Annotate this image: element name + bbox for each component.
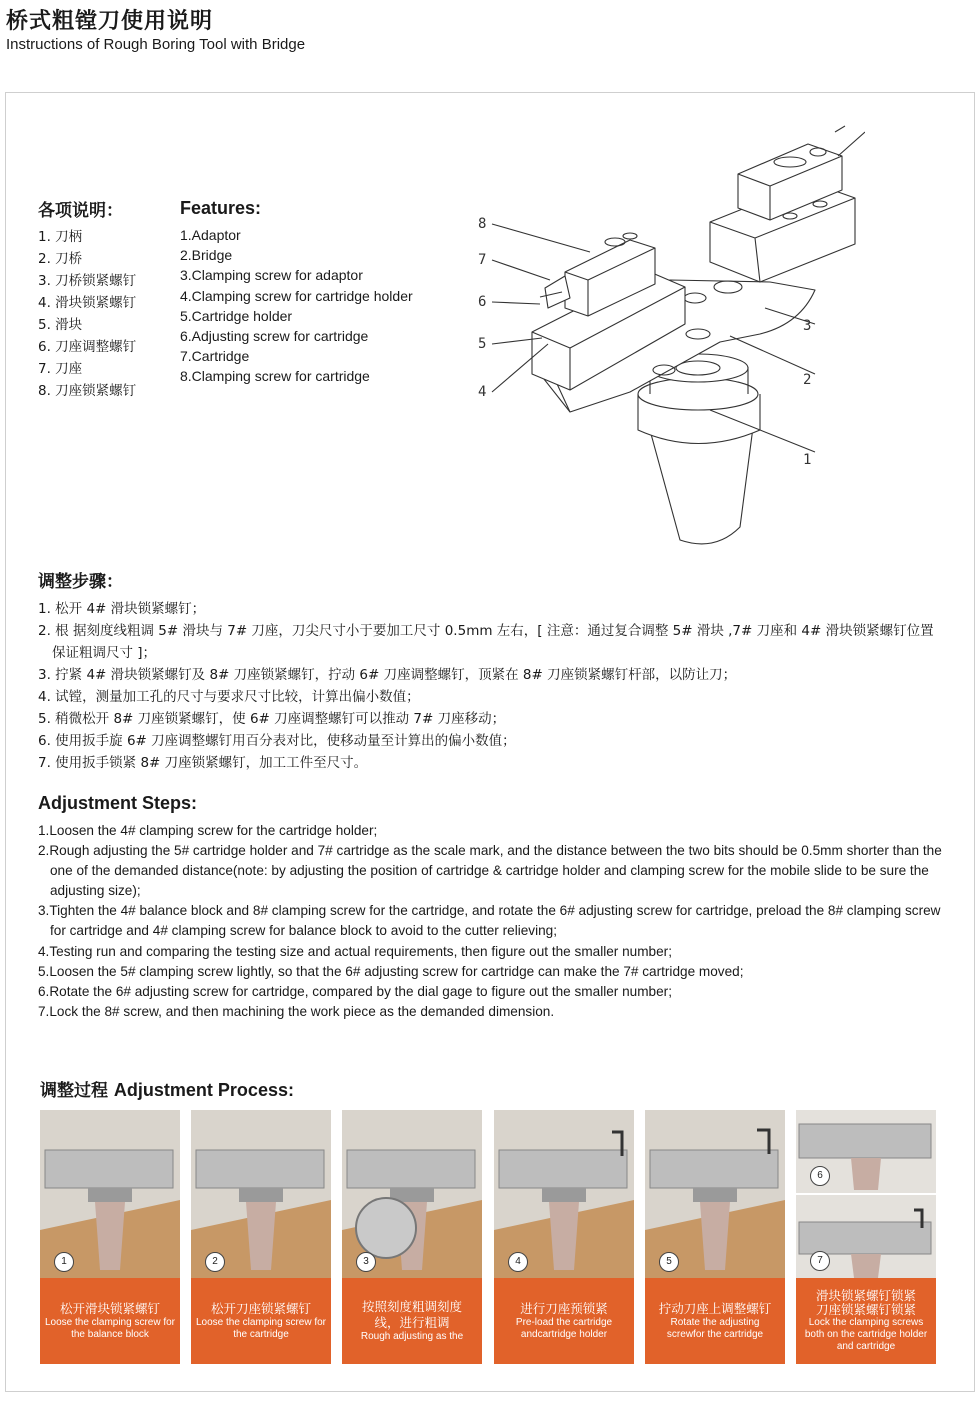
process-card-2 [191, 1110, 331, 1364]
list-item: 7.Lock the 8# screw, and then machining the work piece as the demanded dimension. [38, 1003, 555, 1019]
steps-list-cn [38, 598, 943, 774]
list-item: 4.Clamping screw for cartridge holder [180, 287, 413, 304]
list-item: 3. 刀桥锁紧螺钉 [38, 273, 137, 289]
callout-4: 4 [478, 384, 487, 400]
parts-heading-cn: 各项说明： [38, 201, 123, 221]
list-item: 3. 拧紧 4# 滑块锁紧螺钉及 8# 刀座锁紧螺钉，拧动 6# 刀座调整螺钉，顶紧在 8# 刀座锁紧螺钉杆部，以防让刀； [38, 667, 737, 683]
process-caption: 松开滑块锁紧螺钉 Loose the clamping screw for the balance block [40, 1278, 180, 1364]
list-item: 2.Rough adjusting the 5# cartridge holder and 7# cartridge as the scale mark, and the distance between the two bits should be 0.5mm shorter than the one of the demanded distance(note: by adjusting the position of cartridge & cartridge holder and clamping screw for the mobile slide to be sure the adjusting size); [38, 843, 942, 899]
list-item: 6. 刀座调整螺钉 [38, 339, 137, 355]
process-caption: 进行刀座预锁紧 Pre-load the cartridge andcartridge holder [494, 1278, 634, 1364]
list-item: 5.Cartridge holder [180, 307, 293, 324]
list-item: 6.Adjusting screw for cartridge [180, 328, 369, 345]
step-number-badge: 5 [659, 1252, 679, 1272]
list-item: 4. 滑块锁紧螺钉 [38, 295, 137, 311]
list-item: 1. 松开 4# 滑块锁紧螺钉； [38, 601, 206, 617]
process-caption: 按照刻度粗调刻度线，进行粗调 Rough adjusting as the [342, 1278, 482, 1364]
callout-2: 2 [803, 372, 812, 388]
list-item: 2. 刀桥 [38, 251, 83, 267]
process-card-3 [342, 1110, 482, 1364]
step-number-badge: 3 [356, 1252, 376, 1272]
process-heading-cn: 调整过程 [40, 1081, 108, 1101]
process-heading [40, 1076, 294, 1101]
list-item: 6. 使用扳手旋 6# 刀座调整螺钉用百分表对比，使移动量至计算出的偏小数值； [38, 733, 516, 749]
callout-8: 8 [478, 216, 487, 232]
callout-1: 1 [803, 452, 812, 468]
list-item: 5. 稍微松开 8# 刀座锁紧螺钉，使 6# 刀座调整螺钉可以推动 7# 刀座移动； [38, 711, 506, 727]
page-title-cn: 桥式粗镗刀使用说明 [6, 9, 214, 34]
steps-heading-cn: 调整步骤： [38, 572, 123, 592]
list-item: 1. 刀柄 [38, 229, 83, 245]
list-item: 8.Clamping screw for cartridge [180, 368, 370, 385]
callout-5: 5 [478, 336, 487, 352]
list-item: 4.Testing run and comparing the testing size and actual requirements, then figure out the smaller number; [38, 943, 672, 959]
process-card-4 [494, 1110, 634, 1364]
process-caption: 拧动刀座上调整螺钉 Rotate the adjusting screwfor the cartridge [645, 1278, 785, 1364]
steps-heading-en: Adjustment Steps: [38, 793, 198, 813]
parts-list-cn [38, 226, 136, 402]
step-number-badge: 2 [205, 1252, 225, 1272]
process-caption: 松开刀座锁紧螺钉 Loose the clamping screw for the cartridge [191, 1278, 331, 1364]
process-heading-en: Adjustment Process: [113, 1080, 294, 1100]
process-caption: 滑块锁紧螺钉锁紧刀座锁紧螺钉锁紧 Lock the clamping screws both on the cartridge holder and cartridge [796, 1278, 936, 1364]
list-item: 7. 刀座 [38, 361, 83, 377]
list-item: 1.Loosen the 4# clamping screw for the cartridge holder; [38, 823, 378, 838]
process-card-6 [796, 1110, 936, 1364]
list-item: 2.Bridge [180, 247, 233, 264]
list-item: 5. 滑块 [38, 317, 83, 333]
list-item: 5.Loosen the 5# clamping screw lightly, so that the 6# adjusting screw for cartridge can make the 7# cartridge moved; [38, 963, 744, 979]
list-item: 8. 刀座锁紧螺钉 [38, 383, 137, 399]
list-item: 4. 试镗，测量加工孔的尺寸与要求尺寸比较，计算出偏小数值； [38, 689, 420, 705]
callout-3: 3 [803, 318, 812, 334]
callout-7: 7 [478, 252, 487, 268]
list-item: 6.Rotate the 6# adjusting screw for cartridge, compared by the dial gage to figure out the smaller number; [38, 983, 672, 999]
step-number-badge: 1 [54, 1252, 74, 1272]
step-number-badge: 6 [810, 1166, 830, 1186]
list-item: 2. 根 据刻度线粗调 5# 滑块与 7# 刀座，刀尖尺寸小于要加工尺寸 0.5mm 左右，[ 注意：通过复合调整 5# 滑块 ,7# 刀座和 4# 滑块锁紧螺钉位置保证粗调尺寸 ]； [38, 623, 934, 661]
parts-heading-en: Features: [180, 198, 262, 218]
step-number-badge: 7 [810, 1251, 830, 1271]
list-item: 3.Clamping screw for adaptor [180, 267, 363, 284]
callout-6: 6 [478, 294, 487, 310]
list-item: 3.Tighten the 4# balance block and 8# clamping screw for the cartridge, and rotate the 6# adjusting screw for cartridge, preload the 8# clamping screw for cartridge and 4# clamping screw for balance block to avoid to the cutter relieving; [38, 903, 941, 939]
boring-tool-diagram [470, 112, 865, 557]
steps-list-en [38, 821, 943, 1022]
list-item: 7. 使用扳手锁紧 8# 刀座锁紧螺钉，加工工件至尺寸。 [38, 755, 368, 771]
parts-list-en [180, 225, 413, 387]
list-item: 1.Adaptor [180, 227, 241, 243]
step-number-badge: 4 [508, 1252, 528, 1272]
page-title-en: Instructions of Rough Boring Tool with Bridge [6, 36, 306, 53]
process-card-1 [40, 1110, 180, 1364]
process-card-5 [645, 1110, 785, 1364]
list-item: 7.Cartridge [180, 348, 250, 365]
